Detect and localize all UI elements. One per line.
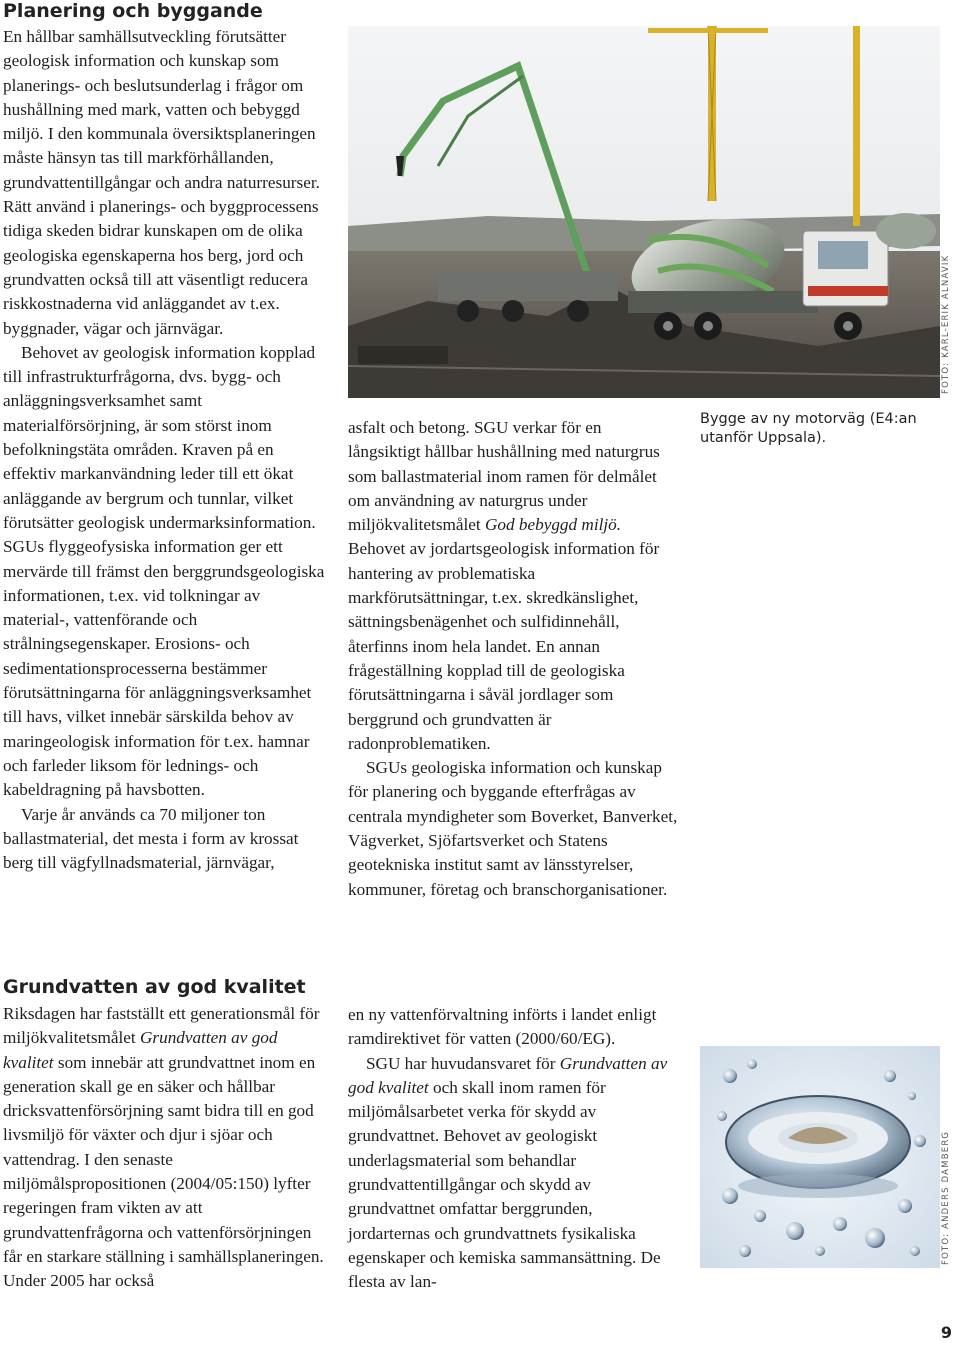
section-heading-grundvatten: Grundvatten av god kvalitet — [3, 976, 306, 998]
section1-column-2 — [348, 416, 678, 902]
paragraph: En hållbar samhällsutveckling förutsätter geologisk information och kunskap som planerings- och beslutsunderlag i frågor om hushållning med mark, vatten och bebyggd miljö. I den kommunala översiktsplaneringen måste hänsyn tas till markförhållanden, grundvattentillgångar och andra naturresurser. Rätt använd i planerings- och byggprocessens tidiga skeden bidrar kunskapen om de olika geologiska egenskaperna hos berg, jord och grundvatten också till att väsentligt reducera riskkostnaderna vid anläggandet av t.ex. byggnader, vägar och järnvägar. — [3, 27, 320, 338]
water-droplet-photo — [700, 1046, 940, 1268]
photo-caption: Bygge av ny motorväg (E4:an utanför Uppsala). — [700, 411, 917, 446]
paragraph — [348, 416, 678, 756]
emphasis-text: Grundvatten av god kvalitet — [3, 1028, 278, 1072]
emphasis-text: God bebyggd miljö. — [485, 515, 622, 535]
text-run: och skall inom ramen för miljömålsarbetet verka för skydd av grundvattnet. Behovet av geologiskt underlagsmaterial som behandlar grundvattentillgångar och skydd av grundvattnet omfattar berggrunden, jordarternas och grundvattnets fysikaliska egenskaper och kemiska sammansättning. De flesta av lan- — [348, 1077, 661, 1292]
paragraph: Behovet av geologisk information kopplad till infrastrukturfrågorna, dvs. bygg- och anläggningsverksamhet samt materialförsörjning, är som störst inom befolkningstäta områden. Kraven på en effektiv markanvändning leder till ett ökat anläggande av bergrum och tunnlar, vilket förutsätter geologisk undermarksinformation. SGUs flyggeofysiska information ger ett mervärde till främst den berggrundsgeologiska informationen, t.ex. vid tolkningar av material-, vattenförande och strålningsegenskaper. Erosions- och sedimentationsprocesserna bestämmer förutsättningarna för anläggningsverksamhet till havs, vilket innebär särskilda behov av maringeologisk information för t.ex. hamnar och farleder liksom för lednings- och kabeldragning på havsbotten. — [3, 342, 325, 800]
paragraph: SGUs geologiska information och kunskap för planering och byggande efterfrågas av centrala myndigheter som Boverket, Banverket, Vägverket, Sjöfartsverket och Statens geotekniska institut samt av länsstyrelser, kommuner, företag och branschorganisationer. — [348, 758, 678, 899]
section1-column-1 — [3, 25, 328, 875]
water-droplet-image — [700, 1046, 940, 1268]
section2-column-2 — [348, 1003, 678, 1295]
text-run: asfalt och betong. SGU verkar för en långsiktigt hållbar hushållning med naturgrus som ballastmaterial inom ramen för delmålet om användning av naturgrus under miljökvalitetsmålet — [348, 418, 660, 535]
text-run: SGU har huvudansvaret för — [366, 1053, 560, 1073]
photo-credit: FOTO: KARL-ERIK ALNAVIK — [941, 254, 951, 394]
concrete-pump-truck-image — [348, 26, 940, 398]
section-heading-planering: Planering och byggande — [3, 0, 263, 22]
construction-photo — [348, 26, 940, 398]
text-run: Riksdagen har fastställt ett generationsmål för miljökvalitetsmålet — [3, 1004, 320, 1048]
emphasis-text: Grundvatten av god kvalitet — [348, 1053, 668, 1097]
text-run: Behovet av jordartsgeologisk information för hantering av problematiska markförutsättningar, t.ex. skredkänslighet, sättningsbenägenhet och sulfidinnehåll, återfinns inom hela landet. En annan frågeställning kopplad till de geologiska förutsättningarna i såväl jordlager som berggrund och grundvatten är radonproblematiken. — [348, 539, 660, 753]
section2-column-1 — [3, 1002, 328, 1294]
paragraph: en ny vattenförvaltning införts i landet enligt ramdirektivet för vatten (2000/60/EG). — [348, 1005, 657, 1049]
paragraph — [3, 1002, 328, 1294]
text-run: som innebär att grundvattnet inom en generation skall ge en säker och hållbar dricksvattenförsörjning samt bidra till en god livsmiljö för växter och djur i sjöar och vattendrag. I den senaste miljömålspropositionen (2004/05:150) lyfter regeringen fram vikten av att grundvattenfrågorna och vattenförsörjningen får en starkare ställning i samhällsplaneringen. Under 2005 har också — [3, 1052, 324, 1291]
paragraph — [348, 1052, 678, 1295]
page-number: 9 — [940, 1323, 952, 1342]
photo-credit: FOTO: ANDERS DAMBERG — [941, 1130, 951, 1265]
paragraph: Varje år används ca 70 miljoner ton ballastmaterial, det mesta i form av krossat berg till vägfyllnadsmaterial, järnvägar, — [3, 804, 299, 873]
